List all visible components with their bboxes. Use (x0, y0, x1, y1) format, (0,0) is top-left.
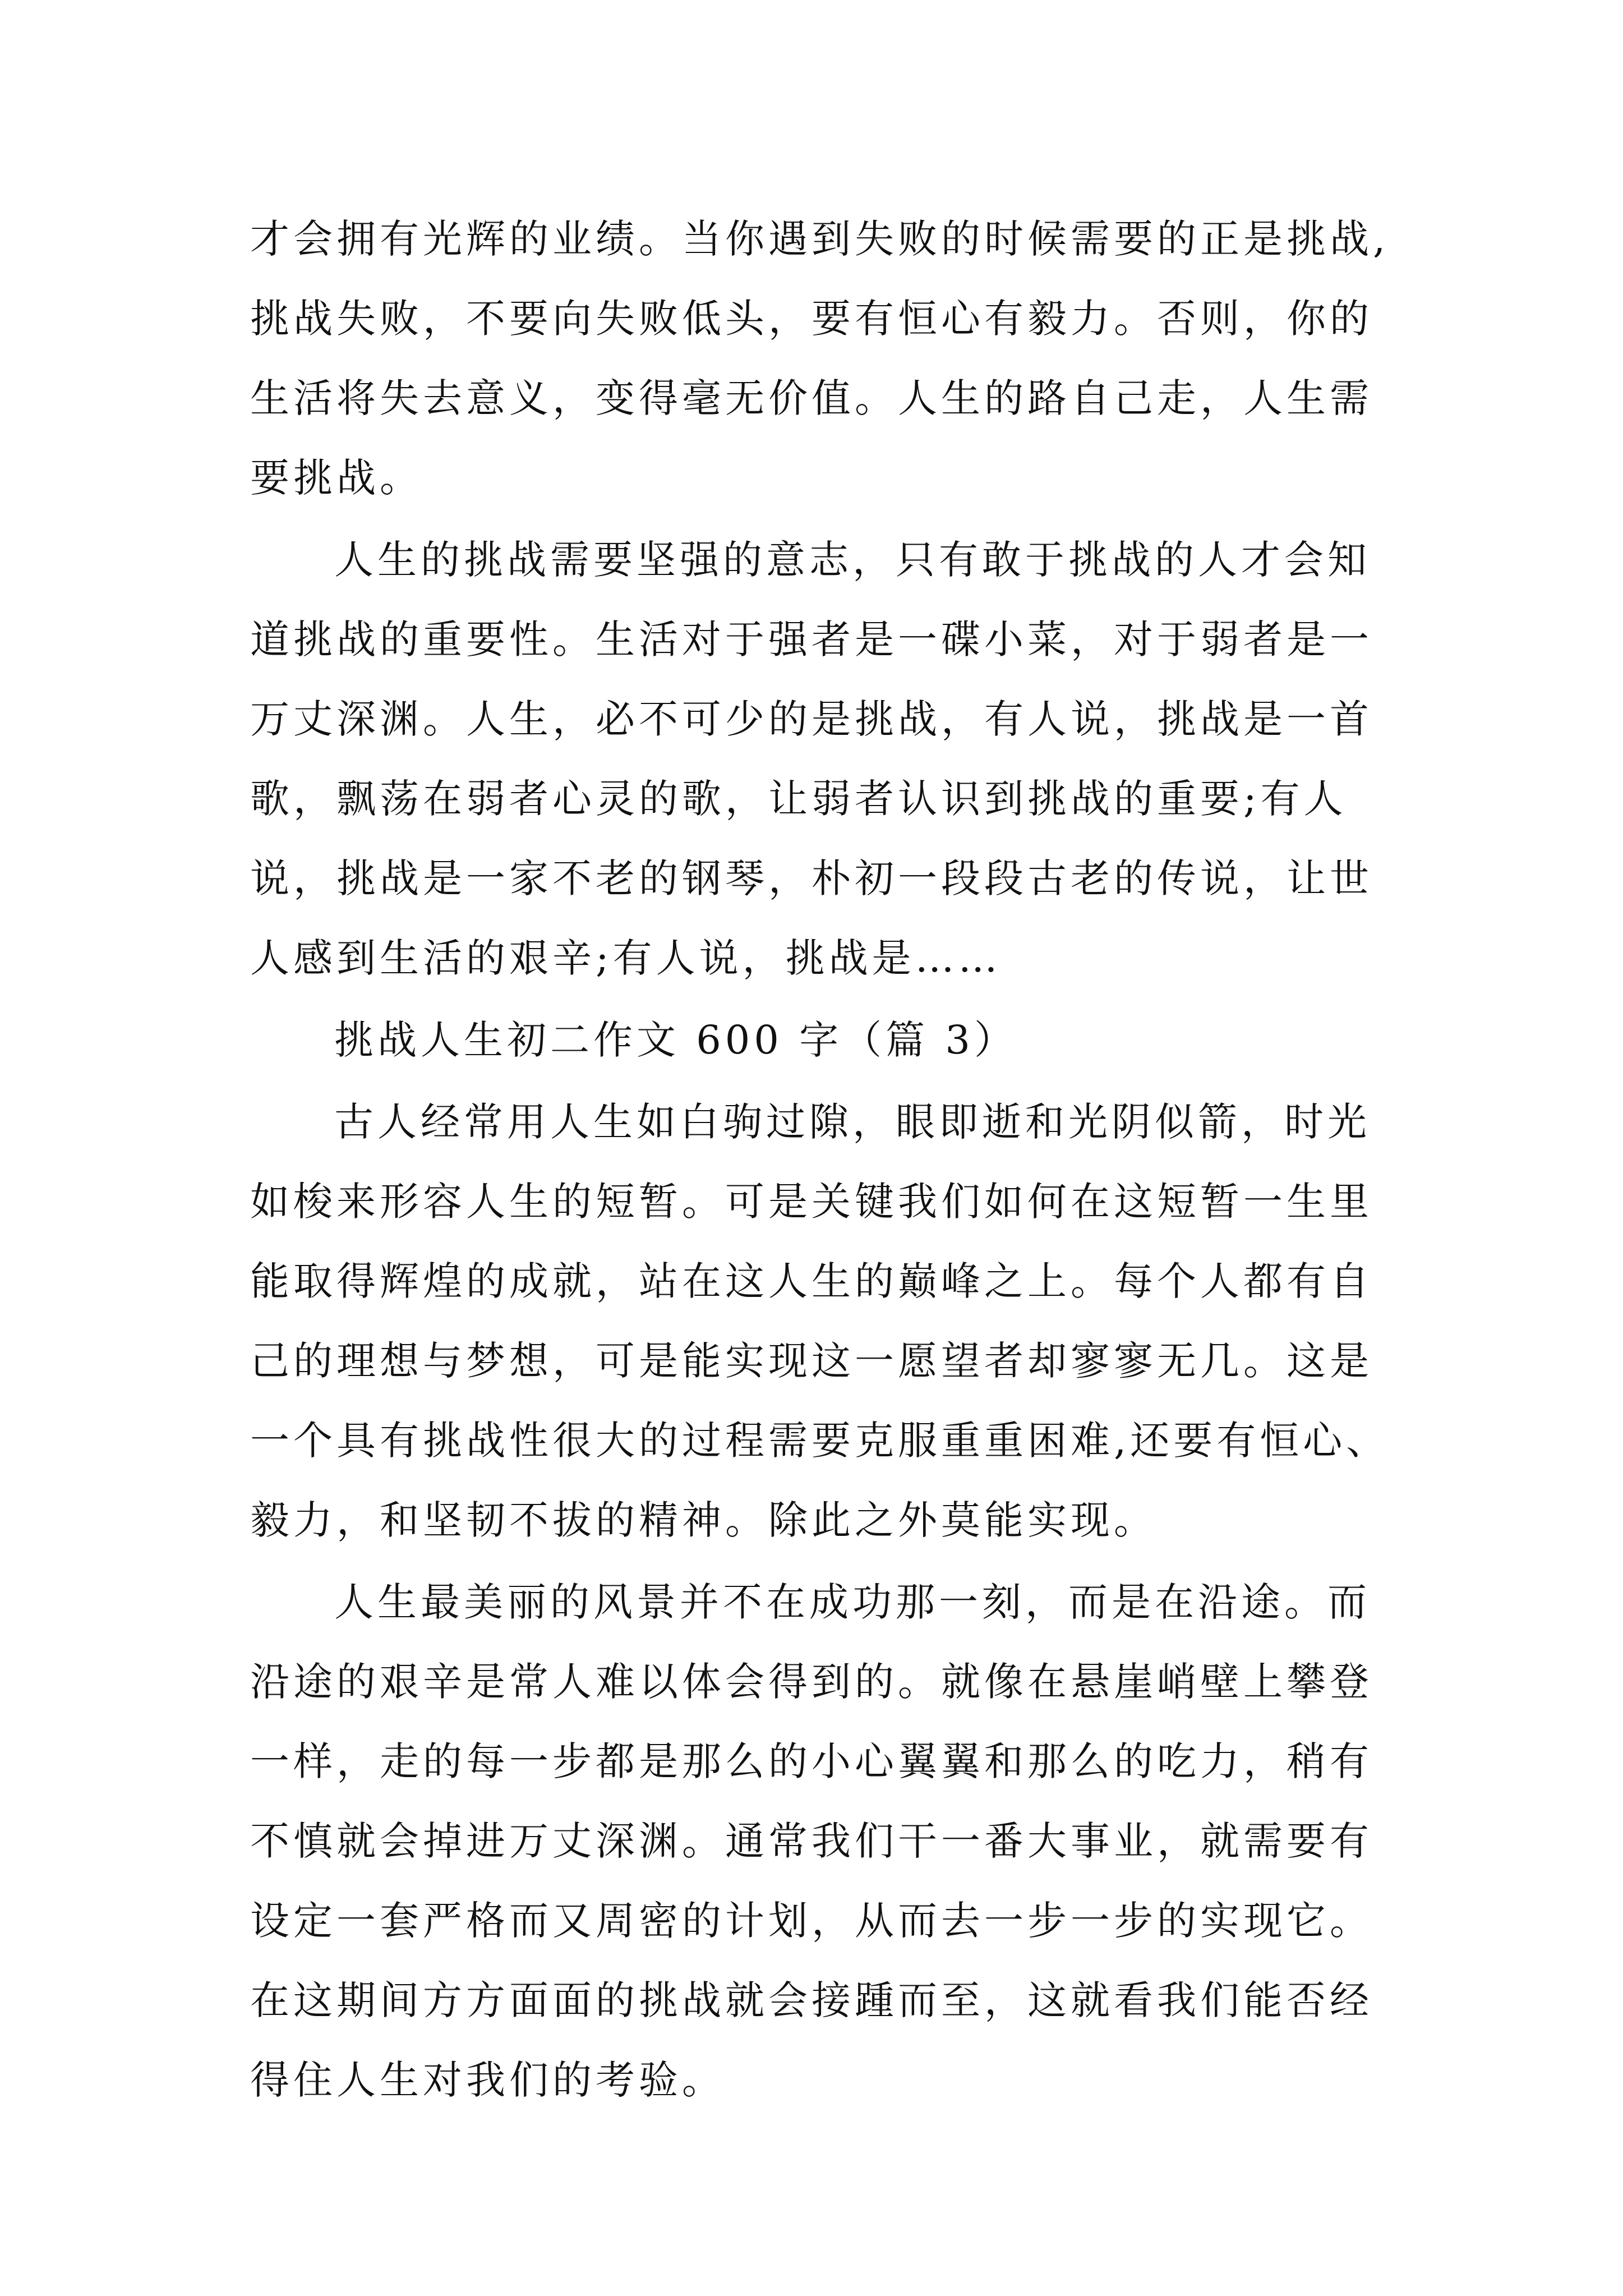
document-body (250, 199, 1439, 2120)
text-line: 不慎就会掉进万丈深渊。通常我们干一番大事业，就需要有 (250, 1818, 1373, 1864)
text-line: 说，挑战是一家不老的钢琴，朴初一段段古老的传说，让世 (250, 855, 1373, 901)
text-line: 人生最美丽的风景并不在成功那一刻，而是在沿途。而 (334, 1579, 1371, 1625)
text-line: 一个具有挑战性很大的过程需要克服重重困难,还要有恒心、 (250, 1418, 1390, 1464)
section-heading: 挑战人生初二作文 600 字（篇 3） (334, 1017, 1017, 1063)
text-line: 能取得辉煌的成就，站在这人生的巅峰之上。每个人都有自 (250, 1258, 1373, 1304)
text-line: 歌，飘荡在弱者心灵的歌，让弱者认识到挑战的重要;有人 (250, 776, 1347, 822)
text-line: 毅力，和坚韧不拔的精神。除此之外莫能实现。 (250, 1497, 1157, 1543)
text-line: 要挑战。 (250, 455, 423, 501)
text-line: 己的理想与梦想，可是能实现这一愿望者却寥寥无几。这是 (250, 1338, 1373, 1384)
text-line: 设定一套严格而又周密的计划，从而去一步一步的实现它。 (250, 1898, 1373, 1944)
text-line: 挑战失败，不要向失败低头，要有恒心有毅力。否则，你的 (250, 296, 1373, 342)
text-line: 一样，走的每一步都是那么的小心翼翼和那么的吃力，稍有 (250, 1738, 1373, 1784)
text-line: 沿途的艰辛是常人难以体会得到的。就像在悬崖峭壁上攀登 (250, 1659, 1373, 1705)
text-line: 人生的挑战需要坚强的意志，只有敢于挑战的人才会知 (334, 537, 1371, 583)
text-line: 万丈深渊。人生，必不可少的是挑战，有人说，挑战是一首 (250, 696, 1373, 742)
text-line: 才会拥有光辉的业绩。当你遇到失败的时候需要的正是挑战, (250, 216, 1390, 262)
text-line: 人感到生活的艰辛;有人说，挑战是…… (250, 935, 1002, 981)
text-line: 道挑战的重要性。生活对于强者是一碟小菜，对于弱者是一 (250, 616, 1373, 662)
text-line: 生活将失去意义，变得毫无价值。人生的路自己走，人生需 (250, 375, 1373, 421)
text-line: 如梭来形容人生的短暂。可是关键我们如何在这短暂一生里 (250, 1179, 1373, 1225)
text-line: 得住人生对我们的考验。 (250, 2057, 725, 2103)
text-line: 古人经常用人生如白驹过隙，眼即逝和光阴似箭，时光 (334, 1099, 1371, 1145)
text-line: 在这期间方方面面的挑战就会接踵而至，这就看我们能否经 (250, 1977, 1373, 2023)
